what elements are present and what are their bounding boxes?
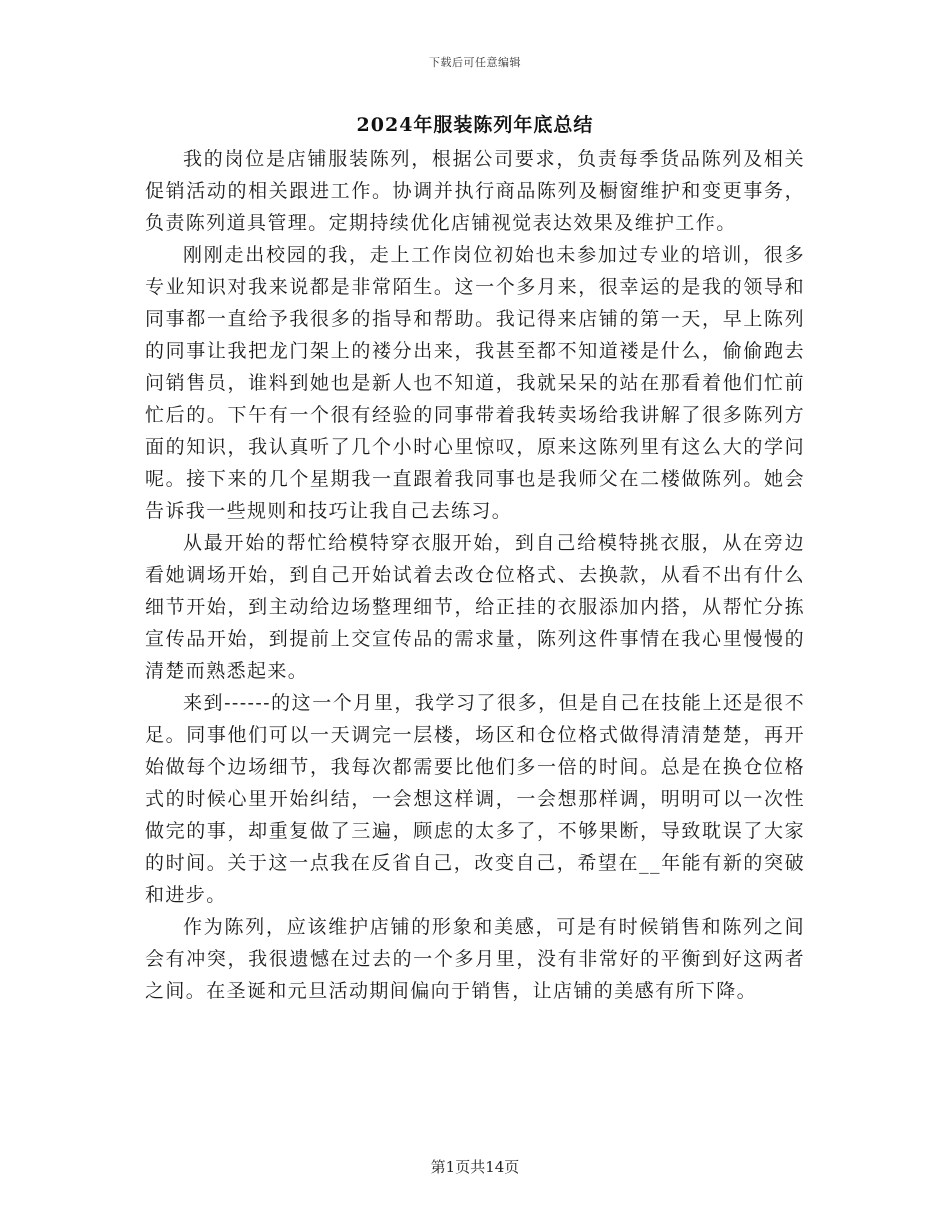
paragraph-job-description: 我的岗位是店铺服装陈列，根据公司要求，负责每季货品陈列及相关促销活动的相关跟进工作。协调并执行商品陈列及橱窗维护和变更事务，负责陈列道具管理。定期持续优化店铺视觉表达效果及维护工作。: [145, 148, 805, 234]
paragraph-early-experience: 刚刚走出校园的我，走上工作岗位初始也未参加过专业的培训，很多专业知识对我来说都是非常陌生。这一个多月来，很幸运的是我的领导和同事都一直给予我很多的指导和帮助。我记得来店铺的第一天，早上陈列的同事让我把龙门架上的褛分出来，我甚至都不知道褛是什么，偷偷跑去问销售员，谁料到她也是新人也不知道，我就呆呆的站在那看着他们忙前忙后的。下午有一个很有经验的同事带着我转卖场给我讲解了很多陈列方面的知识，我认真听了几个小时心里惊叹，原来这陈列里有这么大的学问呢。接下来的几个星期我一直跟着我同事也是我师父在二楼做陈列。她会告诉我一些规则和技巧让我自己去练习。: [145, 244, 805, 522]
document-body: [145, 143, 805, 1007]
page-header-note: 下载后可任意编辑: [429, 56, 521, 69]
paragraph-sales-display-balance: 作为陈列，应该维护店铺的形象和美感，可是有时候销售和陈列之间会有冲突，我很遗憾在过去的一个多月里，没有非常好的平衡到好这两者之间。在圣诞和元旦活动期间偏向于销售，让店铺的美感有所下降。: [145, 916, 805, 1002]
paragraph-self-reflection: 来到------的这一个月里，我学习了很多，但是自己在技能上还是很不足。同事他们可以一天调完一层楼，场区和仓位格式做得清清楚楚，再开始做每个边场细节，我每次都需要比他们多一倍的时间。总是在换仓位格式的时候心里开始纠结，一会想这样调，一会想那样调，明明可以一次性做完的事，却重复做了三遍，顾虑的太多了，不够果断，导致耽误了大家的时间。关于这一点我在反省自己，改变自己，希望在__年能有新的突破和进步。: [145, 692, 805, 906]
document-title: 2024年服装陈列年底总结: [356, 114, 594, 136]
page-number-indicator: 第1页共14页: [430, 1158, 520, 1176]
paragraph-learning-progress: 从最开始的帮忙给模特穿衣服开始，到自己给模特挑衣服，从在旁边看她调场开始，到自己开始试着去改仓位格式、去换款，从看不出有什么细节开始，到主动给边场整理细节，给正挂的衣服添加内搭，从帮忙分拣宣传品开始，到提前上交宣传品的需求量，陈列这件事情在我心里慢慢的清楚而熟悉起来。: [145, 532, 805, 682]
